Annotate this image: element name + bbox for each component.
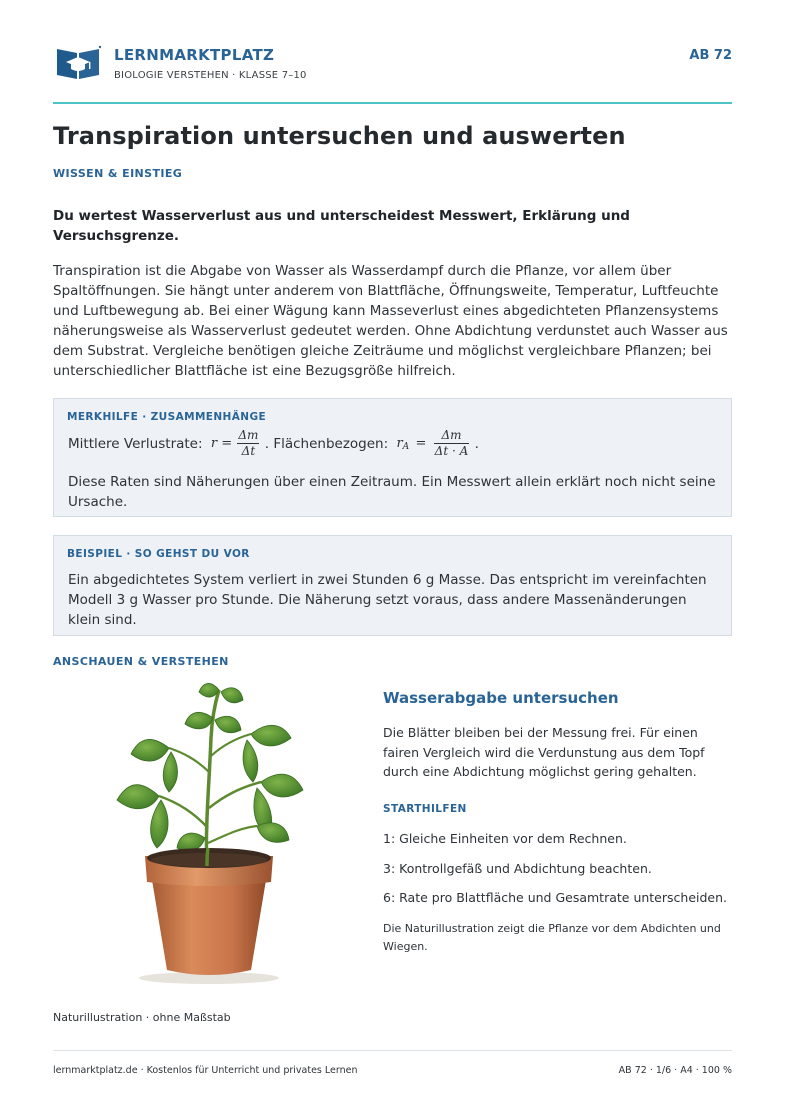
formula2-denominator: Δt · A [434, 444, 469, 458]
page-footer [53, 1050, 732, 1076]
formula-prefix: Mittlere Verlustrate: [68, 435, 203, 452]
formula2-variable [396, 436, 409, 452]
hint-item: 1: Gleiche Einheiten vor dem Rechnen. [383, 831, 627, 846]
beispiel-box [53, 535, 732, 636]
potted-plant-illustration [99, 678, 311, 996]
hints-label: STARTHILFEN [383, 803, 467, 815]
formula-line [68, 429, 479, 461]
intro-paragraph: Transpiration ist die Abgabe von Wasser als Wasserdampf durch die Pflanze, vor allem über Spaltöffnungen. Sie hängt unter anderem von Blattfläche, Öffnungsweite, Temperatur, Luftfeuchte und Luftbewegung ab. Bei einer Wägung kann Masseverlust eines abgedichteten Pflanzensystems näherungsweise als Wasserverlust gedeutet werden. Ohne Abdichtung verdunstet auch Wasser aus dem Substrat. Vergleiche benötigen gleiche Zeiträume und möglichst vergleichbare Pflanzen; bei unterschiedlicher Blattfläche ist eine Bezugsgröße hilfreich. [53, 263, 728, 379]
sheet-code: AB 72 [689, 48, 732, 63]
formula-middle: . Flächenbezogen: [264, 435, 389, 452]
footer-left: lernmarktplatz.de · Kostenlos für Unterricht und privates Lernen [53, 1065, 358, 1076]
formula2-numerator: Δm [434, 429, 470, 444]
formula2-subscript: A [402, 441, 410, 452]
formula1-numerator: Δm [238, 428, 259, 442]
page-header [53, 40, 732, 104]
formula2-equals: = [415, 436, 427, 451]
merkhilfe-title: MERKHILFE · ZUSAMMENHÄNGE [67, 411, 267, 423]
lead-text: Du wertest Wasserverlust aus und unterscheidest Messwert, Erklärung und Versuchsgrenze. [53, 208, 630, 244]
worksheet-page [53, 0, 732, 1116]
formula1-denominator: Δt [241, 444, 256, 458]
side-note: Die Naturillustration zeigt die Pflanze vor dem Abdichten und Wiegen. [383, 922, 721, 953]
hint-item: 3: Kontrollgefäß und Abdichtung beachten. [383, 861, 652, 876]
formula2-fraction [434, 429, 470, 458]
beispiel-text: Ein abgedichtetes System verliert in zwei Stunden 6 g Masse. Das entspricht im vereinfachten Modell 3 g Wasser pro Stunde. Die Näherung setzt voraus, dass andere Massenänderungen klein sind. [68, 572, 707, 628]
merkhilfe-box [53, 398, 732, 517]
page-title: Transpiration untersuchen und auswerten [53, 122, 626, 150]
section-label-anschauen: ANSCHAUEN & VERSTEHEN [53, 655, 229, 668]
formula1-variable: r = [210, 436, 233, 451]
hint-item: 6: Rate pro Blattfläche und Gesamtrate unterscheiden. [383, 890, 728, 905]
section-label-wissen: WISSEN & EINSTIEG [53, 167, 183, 180]
formula1-fraction [237, 429, 259, 458]
brand-name: LERNMARKTPLATZ [114, 46, 275, 64]
beispiel-title: BEISPIEL · SO GEHST DU VOR [67, 548, 250, 560]
formula-end: . [474, 435, 479, 452]
side-text: Die Blätter bleiben bei der Messung frei. Für einen fairen Vergleich wird die Verdunstung aus dem Topf durch eine Abdichtung möglichst gering gehalten. [383, 725, 705, 779]
illustration-caption: Naturillustration · ohne Maßstab [53, 1011, 231, 1024]
brand-subtitle: BIOLOGIE VERSTEHEN · KLASSE 7–10 [114, 70, 307, 81]
merkhilfe-text: Diese Raten sind Näherungen über einen Zeitraum. Ein Messwert allein erklärt noch nicht seine Ursache. [68, 474, 716, 510]
graduation-cap-book-icon [55, 45, 101, 81]
footer-right: AB 72 · 1/6 · A4 · 100 % [618, 1065, 732, 1076]
side-title: Wasserabgabe untersuchen [383, 689, 619, 707]
formula2-var: r [396, 435, 403, 451]
